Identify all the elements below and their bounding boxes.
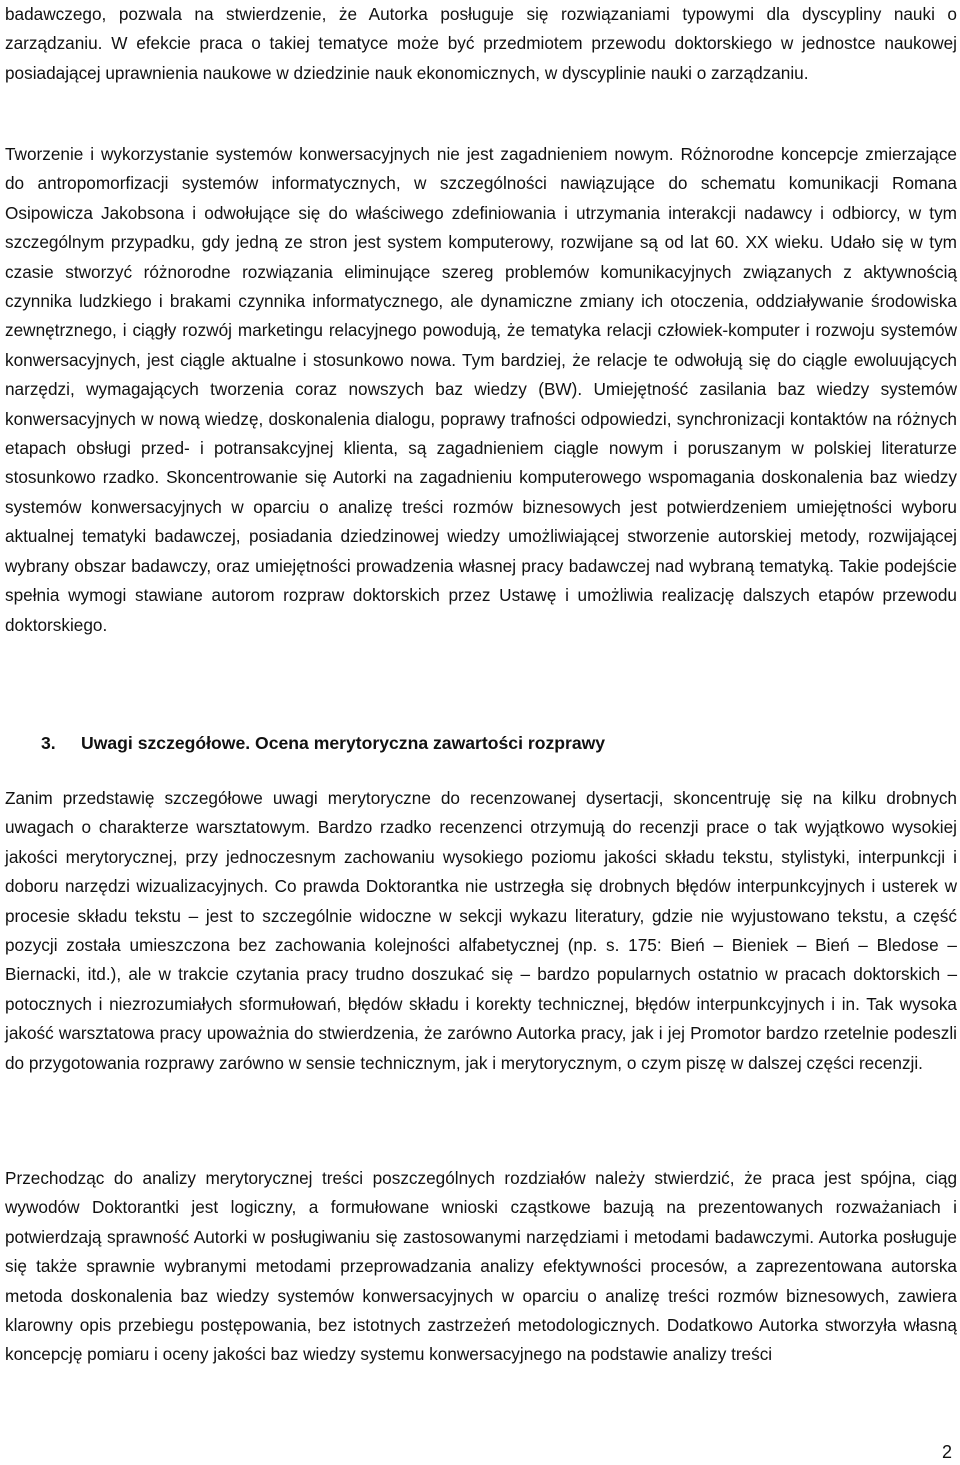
paragraph-1: badawczego, pozwala na stwierdzenie, że Autorka posługuje się rozwiązaniami typowymi dla dyscypliny nauki o zarządzaniu. W efekcie praca o takiej tematyce może być przedmiotem przewodu doktorskiego w jednostce naukowej posiadającej uprawnienia naukowe w dziedzinie nauk ekonomicznych, w dyscyplinie nauki o zarządzaniu.: [5, 4, 957, 83]
paragraph-2: Tworzenie i wykorzystanie systemów konwersacyjnych nie jest zagadnieniem nowym. Różnorodne koncepcje zmierzające do antropomorfizacji systemów informatycznych, w szczególności nawiązujące do schematu komunikacji Romana Osipowicza Jakobsona i odwołujące się do właściwego zdefiniowania i utrzymania interakcji nadawcy i odbiorcy, w tym szczególnym przypadku, gdy jedną ze stron jest system komputerowy, rozwijane są od lat 60. XX wieku. Udało się w tym czasie stworzyć różnorodne rozwiązania eliminujące szereg problemów komunikacyjnych związanych z aktywnością czynnika ludzkiego i brakami czynnika informatycznego, ale dynamiczne zmiany ich otoczenia, oddziaływanie środowiska zewnętrznego, i ciągły rozwój marketingu relacyjnego powodują, że tematyka relacji człowiek-komputer i rozwoju systemów konwersacyjnych, jest ciągle aktualne i stosunkowo nowa. Tym bardziej, że relacje te odwołują się do ciągle ewoluujących narzędzi, wymagających tworzenia coraz nowszych baz wiedzy (BW). Umiejętność zasilania baz wiedzy systemów konwersacyjnych w nową wiedzę, doskonalenia dialogu, poprawy trafności odpowiedzi, synchronizacji kontaktów na różnych etapach obsługi przed- i potransakcyjnej klienta, są zagadnieniem ciągle nowym i poruszanym w polskiej literaturze stosunkowo rzadko. Skoncentrowanie się Autorki na zagadnieniu komputerowego wspomagania doskonalenia baz wiedzy systemów konwersacyjnych w oparciu o analizę treści rozmów biznesowych jest potwierdzeniem umiejętności wyboru aktualnej tematyki badawczej, posiadania dziedzinowej wiedzy umożliwiającej stworzenie autorskiej metody, rozwijającej wybrany obszar badawczy, oraz umiejętności prowadzenia własnej pracy badawczej nad wybraną tematyką. Takie podejście spełnia wymogi stawiane autorom rozpraw doktorskich przez Ustawę i umożliwia realizację dalszych etapów przewodu doktorskiego.: [5, 144, 957, 635]
paragraph-3: Zanim przedstawię szczegółowe uwagi merytoryczne do recenzowanej dysertacji, skoncentruję się na kilku drobnych uwagach o charakterze warsztatowym. Bardzo rzadko recenzenci otrzymują do recenzji prace o tak wyjątkowo wysokiej jakości merytorycznej, przy jednoczesnym zachowaniu wysokiego poziomu jakości składu tekstu, stylistyki, interpunkcji i doboru narzędzi wizualizacyjnych. Co prawda Doktorantka nie ustrzegła się drobnych błędów interpunkcyjnych i usterek w procesie składu tekstu – jest to szczególnie widoczne w sekcji wykazu literatury, gdzie nie wyjustowano tekstu, a część pozycji została umieszczona bez zachowania kolejności alfabetycznej (np. s. 175: Bień – Bieniek – Bień – Bledose – Biernacki, itd.), ale w trakcie czytania pracy trudno doszukać się – bardzo popularnych ostatnio w pracach doktorskich – potocznych i niezrozumiałych sformułowań, błędów składu i korekty technicznej, błędów interpunkcyjnych i in. Tak wysoka jakość warsztatowa pracy upoważnia do stwierdzenia, że zarówno Autorka pracy, jak i jej Promotor bardzo rzetelnie podeszli do przygotowania rozprawy zarówno w sensie technicznym, jak i merytorycznym, o czym piszę w dalszej części recenzji.: [5, 788, 957, 1073]
section-number: 3.: [41, 733, 56, 753]
section-title: Uwagi szczegółowe. Ocena merytoryczna zawartości rozprawy: [81, 733, 606, 753]
paragraph-4: Przechodząc do analizy merytorycznej treści poszczególnych rozdziałów należy stwierdzić, że praca jest spójna, ciąg wywodów Doktorantki jest logiczny, a formułowane wnioski cząstkowe bazują na prezentowanych rozważaniach i potwierdzają sprawność Autorki w posługiwaniu się zastosowanymi narzędziami i metodami badawczymi. Autorka posługuje się także sprawnie wybranymi metodami przeprowadzania analizy efektywności procesów, a zaprezentowana autorska metoda doskonalenia baz wiedzy systemów konwersacyjnych w oparciu o analizę treści rozmów biznesowych, zawiera klarowny opis przebiegu postępowania, bez istotnych zastrzeżeń metodologicznych. Dodatkowo Autorka stworzyła własną koncepcję pomiaru i oceny jakości baz wiedzy systemu konwersacyjnego na podstawie analizy treści: [5, 1168, 957, 1365]
section-heading: [41, 729, 605, 757]
page-number: 2: [941, 1442, 952, 1462]
